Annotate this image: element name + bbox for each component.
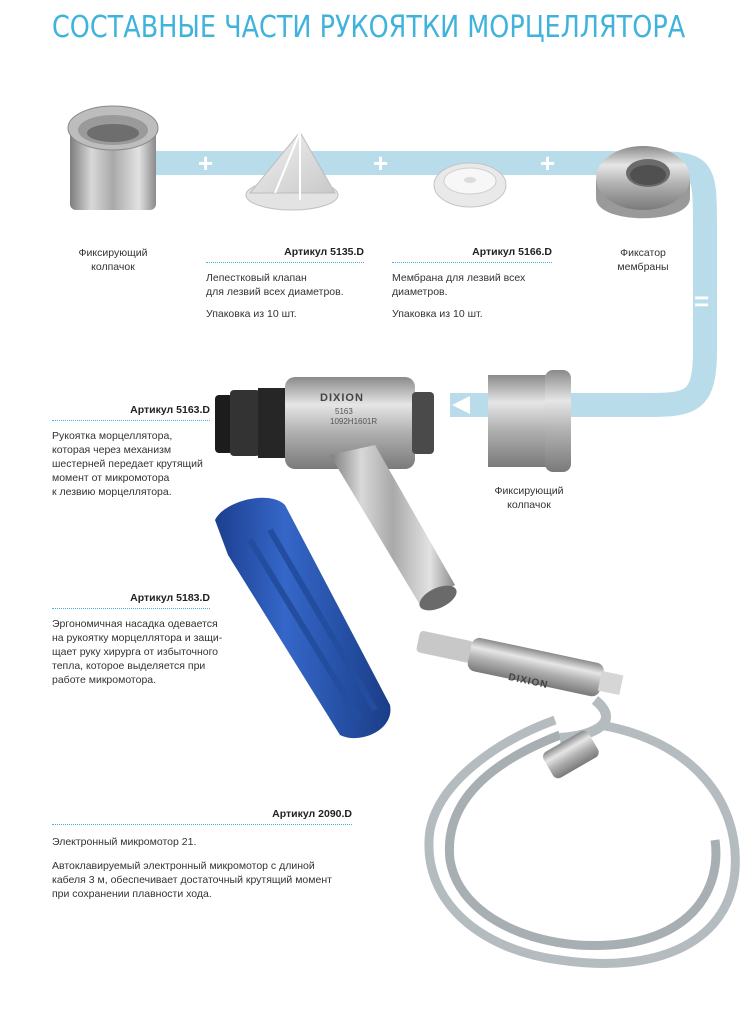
fixing-cap-bottom-caption bbox=[484, 484, 574, 512]
motor-brand-logo: DIXION bbox=[507, 671, 550, 692]
membrane-info bbox=[392, 246, 552, 321]
packaging-note: Упаковка из 10 шт. bbox=[206, 308, 297, 320]
article-number: Артикул 5183.D bbox=[130, 592, 210, 604]
description bbox=[206, 271, 364, 299]
packaging-note: Упаковка из 10 шт. bbox=[392, 308, 483, 320]
description-line: кабеля 3 м, обеспечивает достаточный крутящий момент bbox=[52, 874, 332, 886]
description-line: диаметров. bbox=[392, 286, 448, 298]
divider bbox=[206, 262, 364, 263]
caption-line: Фиксирующий bbox=[78, 247, 148, 259]
caption-line: колпачок bbox=[507, 499, 551, 511]
divider bbox=[52, 608, 210, 609]
article-number: Артикул 5135.D bbox=[284, 246, 364, 258]
description-line: Автоклавируемый электронный микромотор с длиной bbox=[52, 860, 315, 872]
plus-icon: + bbox=[373, 148, 389, 178]
description: Электронный микромотор 21. bbox=[52, 836, 197, 848]
caption-line: Фиксирующий bbox=[494, 485, 564, 497]
membrane-image bbox=[434, 163, 506, 207]
divider bbox=[392, 262, 552, 263]
micromotor-image bbox=[414, 625, 735, 963]
fixator-caption bbox=[596, 246, 690, 274]
brand-logo: DIXION bbox=[320, 392, 364, 404]
fixing-cap-image bbox=[68, 106, 158, 210]
membrane-fixator-image bbox=[596, 146, 690, 218]
valve-info bbox=[206, 246, 364, 321]
description-line: для лезвий всех диаметров. bbox=[206, 286, 344, 298]
description-line: шестерней передает крутящий bbox=[52, 458, 203, 470]
caption-line: колпачок bbox=[91, 261, 135, 273]
plus-icon: + bbox=[540, 148, 556, 178]
description-line: которая через механизм bbox=[52, 444, 172, 456]
sleeve-info bbox=[52, 592, 223, 687]
fixing-cap-caption bbox=[70, 246, 156, 274]
description-line: к лезвию морцеллятора. bbox=[52, 486, 172, 498]
engraving-serial: 1092H1601R bbox=[330, 417, 378, 426]
engraving-model: 5163 bbox=[335, 407, 353, 416]
caption-line: Фиксатор bbox=[620, 247, 666, 259]
description-line: при сохранении плавности хода. bbox=[52, 888, 212, 900]
description-line: Эргономичная насадка одевается bbox=[52, 618, 218, 630]
description-line: тепла, которое выделяется при bbox=[52, 660, 206, 672]
description bbox=[52, 429, 210, 499]
description-line: работе микромотора. bbox=[52, 674, 157, 686]
description-line: Лепестковый клапан bbox=[206, 272, 307, 284]
divider bbox=[52, 420, 210, 421]
description-line: Рукоятка морцеллятора, bbox=[52, 430, 173, 442]
handle-info bbox=[52, 404, 210, 499]
description-line: щает руку хирурга от избыточного bbox=[52, 646, 219, 658]
description bbox=[52, 617, 252, 687]
description-line: Мембрана для лезвий всех bbox=[392, 272, 526, 284]
description-line: на рукоятку морцеллятора и защи- bbox=[52, 632, 223, 644]
article-number: Артикул 2090.D bbox=[272, 808, 352, 820]
fixing-cap-bottom-image bbox=[488, 370, 571, 472]
description-line: момент от микромотора bbox=[52, 472, 170, 484]
equals-icon: = bbox=[694, 286, 710, 316]
article-number: Артикул 5163.D bbox=[130, 404, 210, 416]
article-number: Артикул 5166.D bbox=[472, 246, 552, 258]
description bbox=[52, 859, 352, 901]
motor-info bbox=[52, 808, 352, 901]
caption-line: мембраны bbox=[617, 261, 669, 273]
plus-icon: + bbox=[198, 148, 214, 178]
page-title: СОСТАВНЫЕ ЧАСТИ РУКОЯТКИ МОРЦЕЛЛЯТОРА bbox=[52, 10, 686, 45]
divider bbox=[52, 824, 352, 825]
description bbox=[392, 271, 552, 299]
